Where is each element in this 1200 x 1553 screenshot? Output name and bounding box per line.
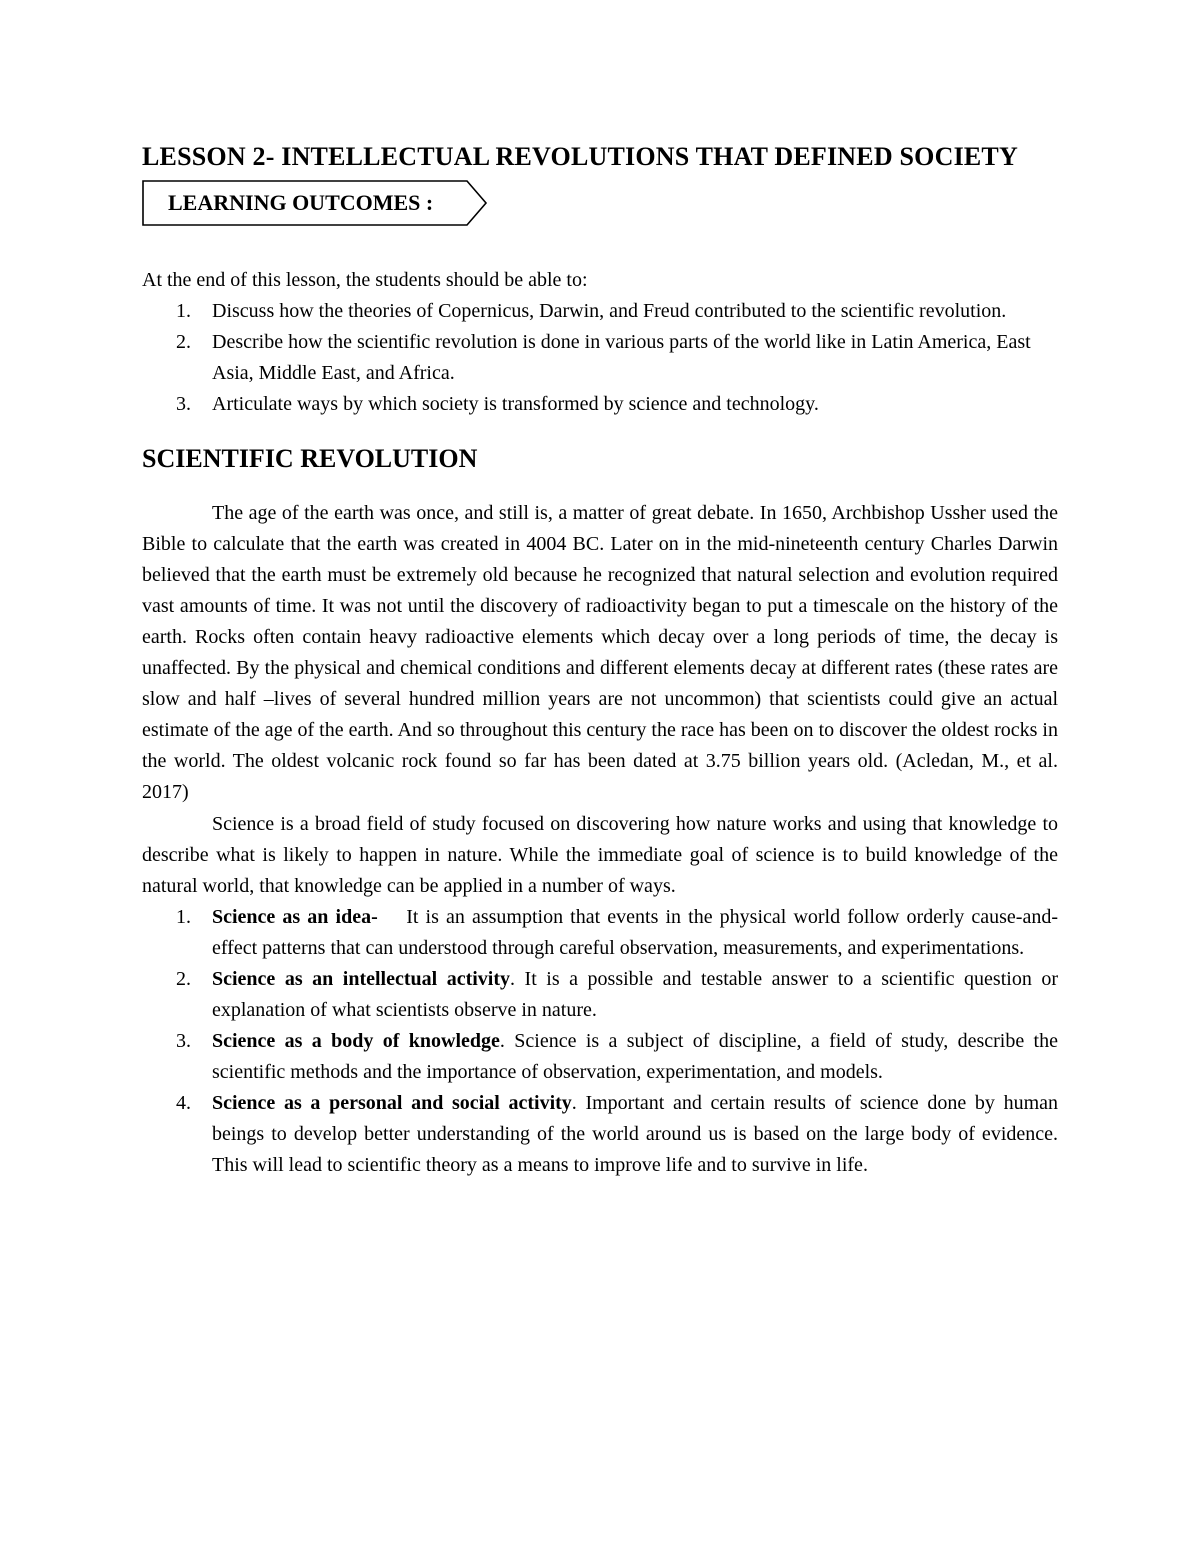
learning-outcomes-label: LEARNING OUTCOMES : <box>168 190 434 215</box>
outcomes-list <box>142 296 1058 420</box>
list-number: 1. <box>176 300 191 322</box>
list-number: 1. <box>176 905 191 928</box>
list-item-text: . It is a possible and testable answer to a scientific question or explanation of what scientists observe in nature. <box>212 967 1059 1021</box>
list-number: 3. <box>176 1029 191 1052</box>
list-number: 3. <box>176 393 191 415</box>
list-item-term: Science as a personal and social activity <box>212 1091 572 1114</box>
section-title: SCIENTIFIC REVOLUTION <box>142 444 478 473</box>
list-item-text: . Important and certain results of science done by human beings to develop better understanding of the world around us is based on the large body of evidence. This will lead to scientific theory as a means to improve life and to survive in life. <box>212 1091 1059 1176</box>
list-item-text: Describe how the scientific revolution is done in various parts of the world like in Latin America, East Asia, Middle East, and Africa. <box>212 331 1031 384</box>
list-number: 2. <box>176 331 191 353</box>
intro-text: At the end of this lesson, the students should be able to: <box>142 269 588 291</box>
list-item <box>142 1088 1058 1181</box>
list-item <box>142 327 1058 389</box>
list-item-text: It is an assumption that events in the physical world follow orderly cause-and-effect patterns that can understood through careful observation, measurements, and experimentations. <box>212 905 1059 959</box>
list-item-term: Science as an intellectual activity <box>212 967 511 990</box>
science-list <box>142 902 1058 1181</box>
list-item <box>142 389 1058 420</box>
list-item-text: . Science is a subject of discipline, a field of study, describe the scientific methods and the importance of observation, experimentation, and models. <box>212 1029 1058 1083</box>
body-paragraph: The age of the earth was once, and still is, a matter of great debate. In 1650, Archbishop Ussher used the Bible to calculate that the earth was created in 4004 BC. Later on in the mid-nineteenth century Charles Darwin believed that the earth must be extremely old because he recognized that natural selection and evolution required vast amounts of time. It was not until the discovery of radioactivity began to put a timescale on the history of the earth. Rocks often contain heavy radioactive elements which decay over a long periods of time, the decay is unaffected. By the physical and chemical conditions and different elements decay at different rates (these rates are slow and half –lives of several hundred million years are not uncommon) that scientists could give an actual estimate of the age of the earth. And so throughout this century the race has been on to discover the oldest rocks in the world. The oldest volcanic rock found so far has been dated at 3.75 billion years old. (Acledan, M., et al. 2017) <box>142 501 1058 804</box>
list-number: 4. <box>176 1091 191 1114</box>
list-item <box>142 1026 1058 1088</box>
lesson-title: LESSON 2- INTELLECTUAL REVOLUTIONS THAT DEFINED SOCIETY <box>142 142 1018 171</box>
list-item-text: Articulate ways by which society is transformed by science and technology. <box>212 393 819 415</box>
list-item <box>142 964 1058 1026</box>
list-item-term: Science as an idea- <box>212 905 378 928</box>
document-page <box>142 140 1058 1181</box>
list-number: 2. <box>176 967 191 990</box>
learning-outcomes-banner <box>142 178 488 228</box>
body-paragraph: Science is a broad field of study focused on discovering how nature works and using that knowledge to describe what is likely to happen in nature. While the immediate goal of science is to build knowledge of the natural world, that knowledge can be applied in a number of ways. <box>142 812 1058 897</box>
list-item-term: Science as a body of knowledge <box>212 1029 500 1052</box>
list-item-text: Discuss how the theories of Copernicus, Darwin, and Freud contributed to the scientific revolution. <box>212 300 1007 322</box>
list-item <box>142 902 1058 964</box>
list-item <box>142 296 1058 327</box>
